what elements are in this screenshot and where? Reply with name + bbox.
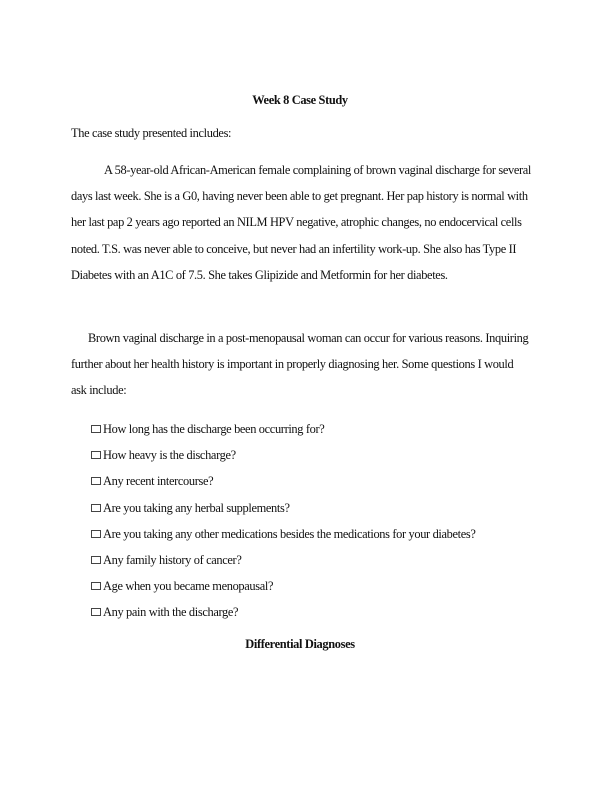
checkbox-icon [91, 582, 101, 590]
checkbox-icon [91, 504, 101, 512]
discussion-paragraph: Brown vaginal discharge in a post-menopausal woman can occur for various reasons. Inquiring further about her health history is important in properly diagnosing her. Some questions I would ask include: [71, 331, 529, 398]
section-heading: Differential Diagnoses [245, 637, 355, 651]
question-text: Age when you became menopausal? [103, 579, 274, 594]
question-text: Are you taking any other medications besides the medications for your diabetes? [103, 526, 476, 541]
question-list [91, 416, 476, 626]
checkbox-icon [91, 556, 101, 564]
checkbox-icon [91, 530, 101, 538]
question-text: Any pain with the discharge? [103, 605, 239, 620]
question-item [91, 468, 476, 494]
question-item [91, 547, 476, 573]
question-item [91, 442, 476, 468]
question-text: How heavy is the discharge? [103, 448, 236, 463]
checkbox-icon [91, 451, 101, 459]
intro-text: The case study presented includes: [71, 126, 232, 140]
question-text: Are you taking any herbal supplements? [103, 500, 290, 515]
question-item [91, 416, 476, 442]
question-text: Any family history of cancer? [103, 552, 242, 567]
question-item [91, 573, 476, 599]
question-text: Any recent intercourse? [103, 474, 214, 489]
question-item [91, 495, 476, 521]
document-title: Week 8 Case Study [252, 93, 348, 107]
checkbox-icon [91, 477, 101, 485]
checkbox-icon [91, 425, 101, 433]
question-item [91, 521, 476, 547]
question-item [91, 599, 476, 625]
case-paragraph: A 58-year-old African-American female complaining of brown vaginal discharge for several days last week. She is a G0, having never been able to get pregnant. Her pap history is normal with her last pap 2 years ago reported an NILM HPV negative, atrophic changes, no endocervical cells noted. T.S. was never able to conceive, but never had an infertility work-up. She also has Type II Diabetes with an A1C of 7.5. She takes Glipizide and Metformin for her diabetes. [71, 163, 531, 282]
checkbox-icon [91, 608, 101, 616]
question-text: How long has the discharge been occurring for? [103, 422, 325, 436]
